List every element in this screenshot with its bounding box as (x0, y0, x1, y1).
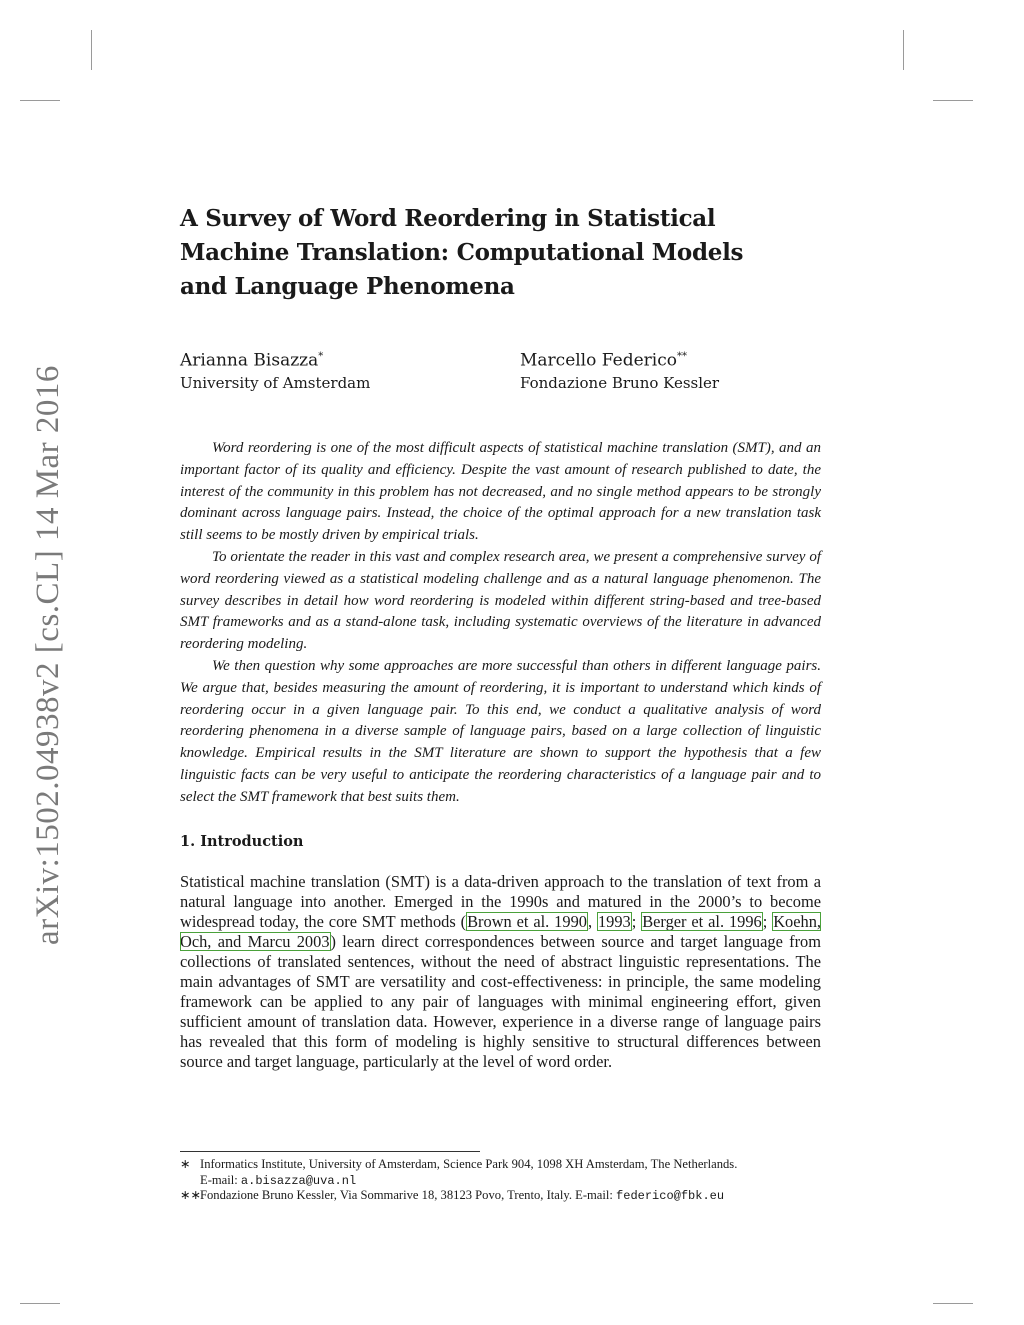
citation-link[interactable]: Brown et al. 1990 (467, 912, 587, 931)
footnote-1: ∗ Informatics Institute, University of Amsterdam, Science Park 904, 1098 XH Amsterdam, The Netherlands. E-mail: a.bisazza@uva.nl (180, 1157, 738, 1188)
crop-mark-left-upper (20, 100, 60, 101)
author-footnote-mark[interactable]: * (318, 351, 324, 362)
crop-mark-top-left (91, 30, 92, 70)
author-affiliation: Fondazione Bruno Kessler (520, 373, 720, 392)
author-footnote-mark[interactable]: ** (676, 351, 687, 362)
abstract (180, 438, 821, 809)
title-line: and Language Phenomena (180, 273, 515, 300)
citation-link[interactable]: 1993 (597, 912, 631, 931)
introduction-paragraph: Statistical machine translation (SMT) is a data-driven approach to the translation of text from a natural language into another. Emerged in the 1990s and matured in the 2000’s to become widespread today, the core SMT methods (Brown et al. 1990, 1993; Berger et al. 1996; Koehn, Och, and Marcu 2003) learn direct correspondences between source and target language from collections of translated sentences, without the need of abstract linguistic representations. The main advantages of SMT are versatility and cost-effectiveness: in principle, the same modeling framework can be applied to any pair of languages with minimal engineering effort, given sufficient amount of translation data. However, experience in a diverse range of language pairs has revealed that this form of modeling is highly sensitive to structural differences between source and target language, particularly at the level of word order. (180, 872, 821, 1071)
crop-mark-top-right (903, 30, 904, 70)
author-affiliation: University of Amsterdam (180, 373, 371, 392)
citation-link[interactable]: Koehn, Och, and Marcu 2003 (180, 912, 821, 951)
paper-title (180, 202, 780, 304)
footnote-mark: ∗ (180, 1157, 191, 1171)
crop-mark-left-lower (20, 1303, 60, 1304)
email-link[interactable]: federico@fbk.eu (616, 1189, 725, 1203)
section-heading: 1. Introduction (180, 833, 304, 850)
footnote-2: ∗∗Fondazione Bruno Kessler, Via Sommarive 18, 38123 Povo, Trento, Italy. E-mail: federico@fbk.eu (180, 1188, 725, 1203)
crop-mark-right-lower (933, 1303, 973, 1304)
title-line: A Survey of Word Reordering in Statistical (180, 205, 716, 232)
abstract-paragraph: We then question why some approaches are more successful than others in different language pairs. We argue that, besides measuring the amount of reordering, it is important to understand which kinds of reordering occur in a given language pair. To this end, we conduct a qualitative analysis of word reordering phenomena in a diverse sample of language pairs, based on a large collection of linguistic knowledge. Empirical results in the SMT literature are shown to support the hypothesis that a few linguistic facts can be very useful to anticipate the reordering characteristics of a language pair and to select the SMT framework that best suits them. (180, 657, 821, 805)
footnote-divider (180, 1151, 480, 1152)
author-name: Arianna Bisazza* (180, 350, 324, 371)
abstract-paragraph: Word reordering is one of the most difficult aspects of statistical machine translation (SMT), and an important factor of its quality and efficiency. Despite the vast amount of research published to date, the interest of the community in this problem has not decreased, and no single method appears to be strongly dominant across language pairs. Instead, the choice of the optimal approach for a new translation task still seems to be mostly driven by empirical trials. (180, 440, 821, 544)
abstract-paragraph: To orientate the reader in this vast and complex research area, we present a comprehensive survey of word reordering viewed as a statistical modeling challenge and as a natural language phenomenon. The survey describes in detail how word reordering is modeled within different string-based and tree-based SMT frameworks and as a stand-alone task, including systematic overviews of the literature in advanced reordering modeling. (180, 548, 821, 653)
author-block-1 (180, 346, 370, 394)
citation-link[interactable]: Berger et al. 1996 (642, 912, 762, 931)
footnote-mark: ∗∗ (180, 1188, 202, 1202)
crop-mark-right-upper (933, 100, 973, 101)
author-block-2 (520, 346, 719, 394)
title-line: Machine Translation: Computational Models (180, 239, 744, 266)
author-name: Marcello Federico** (520, 350, 687, 371)
arxiv-identifier: arXiv:1502.04938v2 [cs.CL] 14 Mar 2016 (30, 365, 66, 945)
email-link[interactable]: a.bisazza@uva.nl (240, 1173, 357, 1188)
